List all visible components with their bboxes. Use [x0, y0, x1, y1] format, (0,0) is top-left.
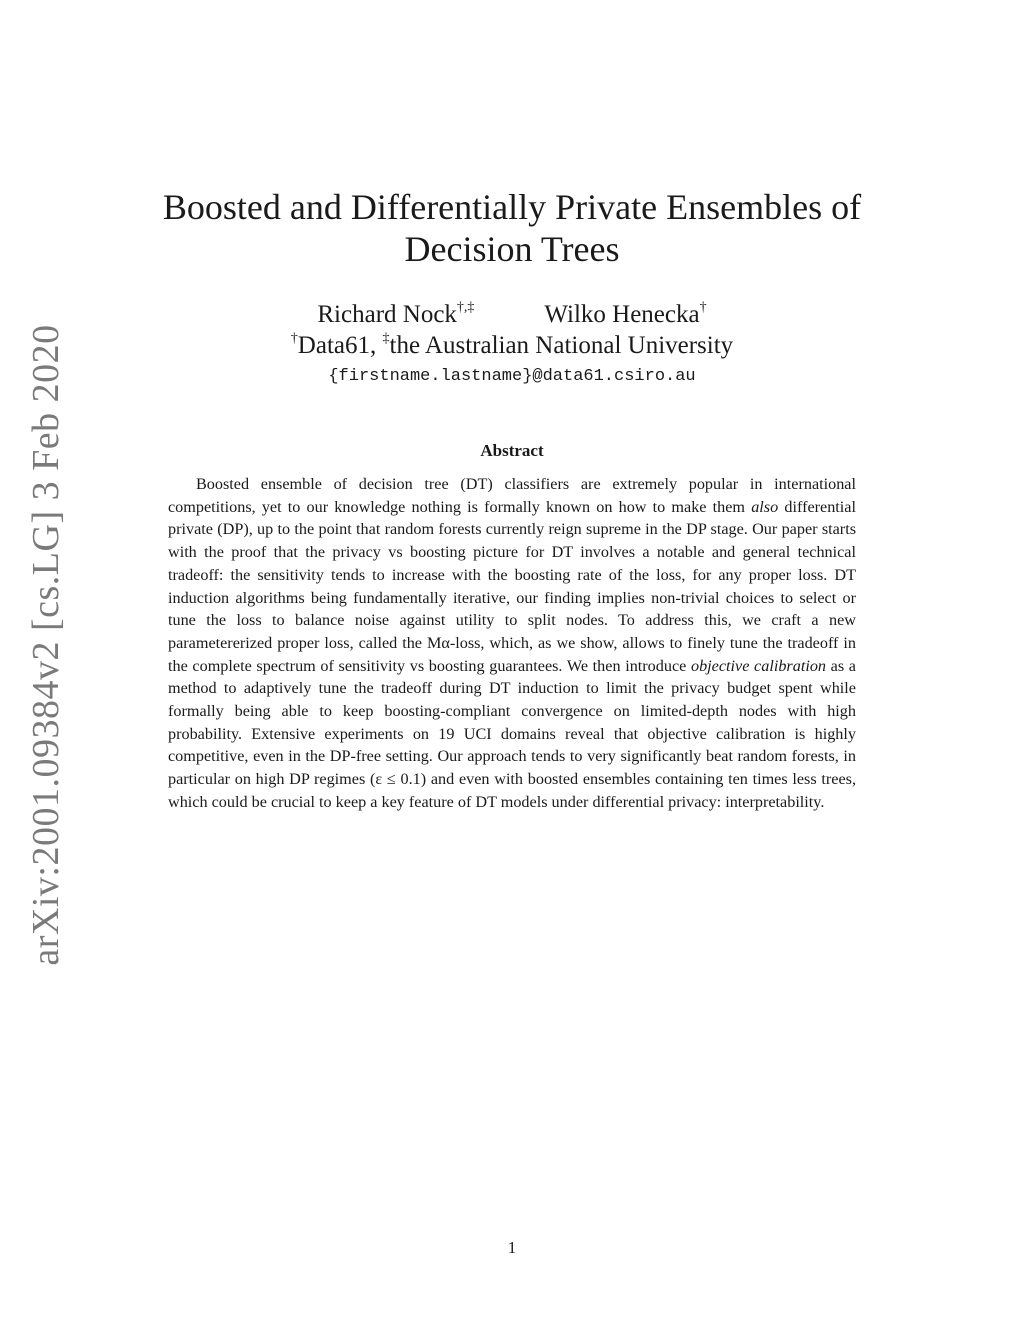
abstract-text	[168, 473, 856, 814]
arxiv-identifier-stamp: arXiv:2001.09384v2 [cs.LG] 3 Feb 2020	[25, 324, 67, 966]
author-email: {firstname.lastname}@data61.csiro.au	[328, 367, 696, 386]
author-name: Richard Nock	[317, 301, 457, 328]
author-affiliation-marks: †	[699, 299, 707, 315]
abstract-part-2: differential private (DP), up to the point that random forests currently reign supreme in the DP stage. Our paper starts with the proof that the privacy vs boosting picture for DT involves a notable and general technical tradeoff: the sensitivity tends to increase with the boosting rate of the loss, for any proper loss. DT induction algorithms being fundamentally iterative, our finding implies non-trivial choices to select or tune the loss to balance noise against utility to split nodes. To address this, we craft a new parametererized proper loss, called the Mα-loss, which, as we show, allows to finely tune the tradeoff in the complete spectrum of sensitivity vs boosting guarantees. We then introduce	[168, 497, 856, 675]
affiliation-name: Data61,	[297, 332, 377, 359]
author-affiliation-marks: †,‡	[456, 299, 475, 315]
author-list	[0, 300, 1024, 330]
affiliation-name: the Australian National University	[389, 332, 734, 359]
paper-title	[0, 186, 1024, 270]
title-line-1: Boosted and Differentially Private Ensembles of	[162, 187, 862, 227]
page-number: 1	[507, 1238, 517, 1257]
title-line-2: Decision Trees	[404, 229, 620, 269]
abstract-part-3: as a method to adaptively tune the tradeoff during DT induction to limit the privacy budget spent while formally being able to keep boosting-compliant convergence on limited-depth nodes with high probability. Extensive experiments on 19 UCI domains reveal that objective calibration is highly competitive, even in the DP-free setting. Our approach tends to very significantly beat random forests, in particular on high DP regimes (ε ≤ 0.1) and even with boosted ensembles containing ten times less trees, which could be crucial to keep a key feature of DT models under differential privacy: interpretability.	[168, 656, 856, 811]
affiliation-mark: †	[290, 330, 298, 346]
abstract-heading: Abstract	[480, 441, 544, 460]
abstract-emphasis-objective-calibration: objective calibration	[690, 656, 827, 675]
abstract-part-1: Boosted ensemble of decision tree (DT) classifiers are extremely popular in international competitions, yet to our knowledge nothing is formally known on how to make them	[168, 475, 856, 516]
abstract-emphasis-also: also	[751, 497, 779, 516]
affiliations	[0, 331, 1024, 361]
affiliation-mark: ‡	[382, 330, 390, 346]
author-name: Wilko Henecka	[544, 301, 700, 328]
